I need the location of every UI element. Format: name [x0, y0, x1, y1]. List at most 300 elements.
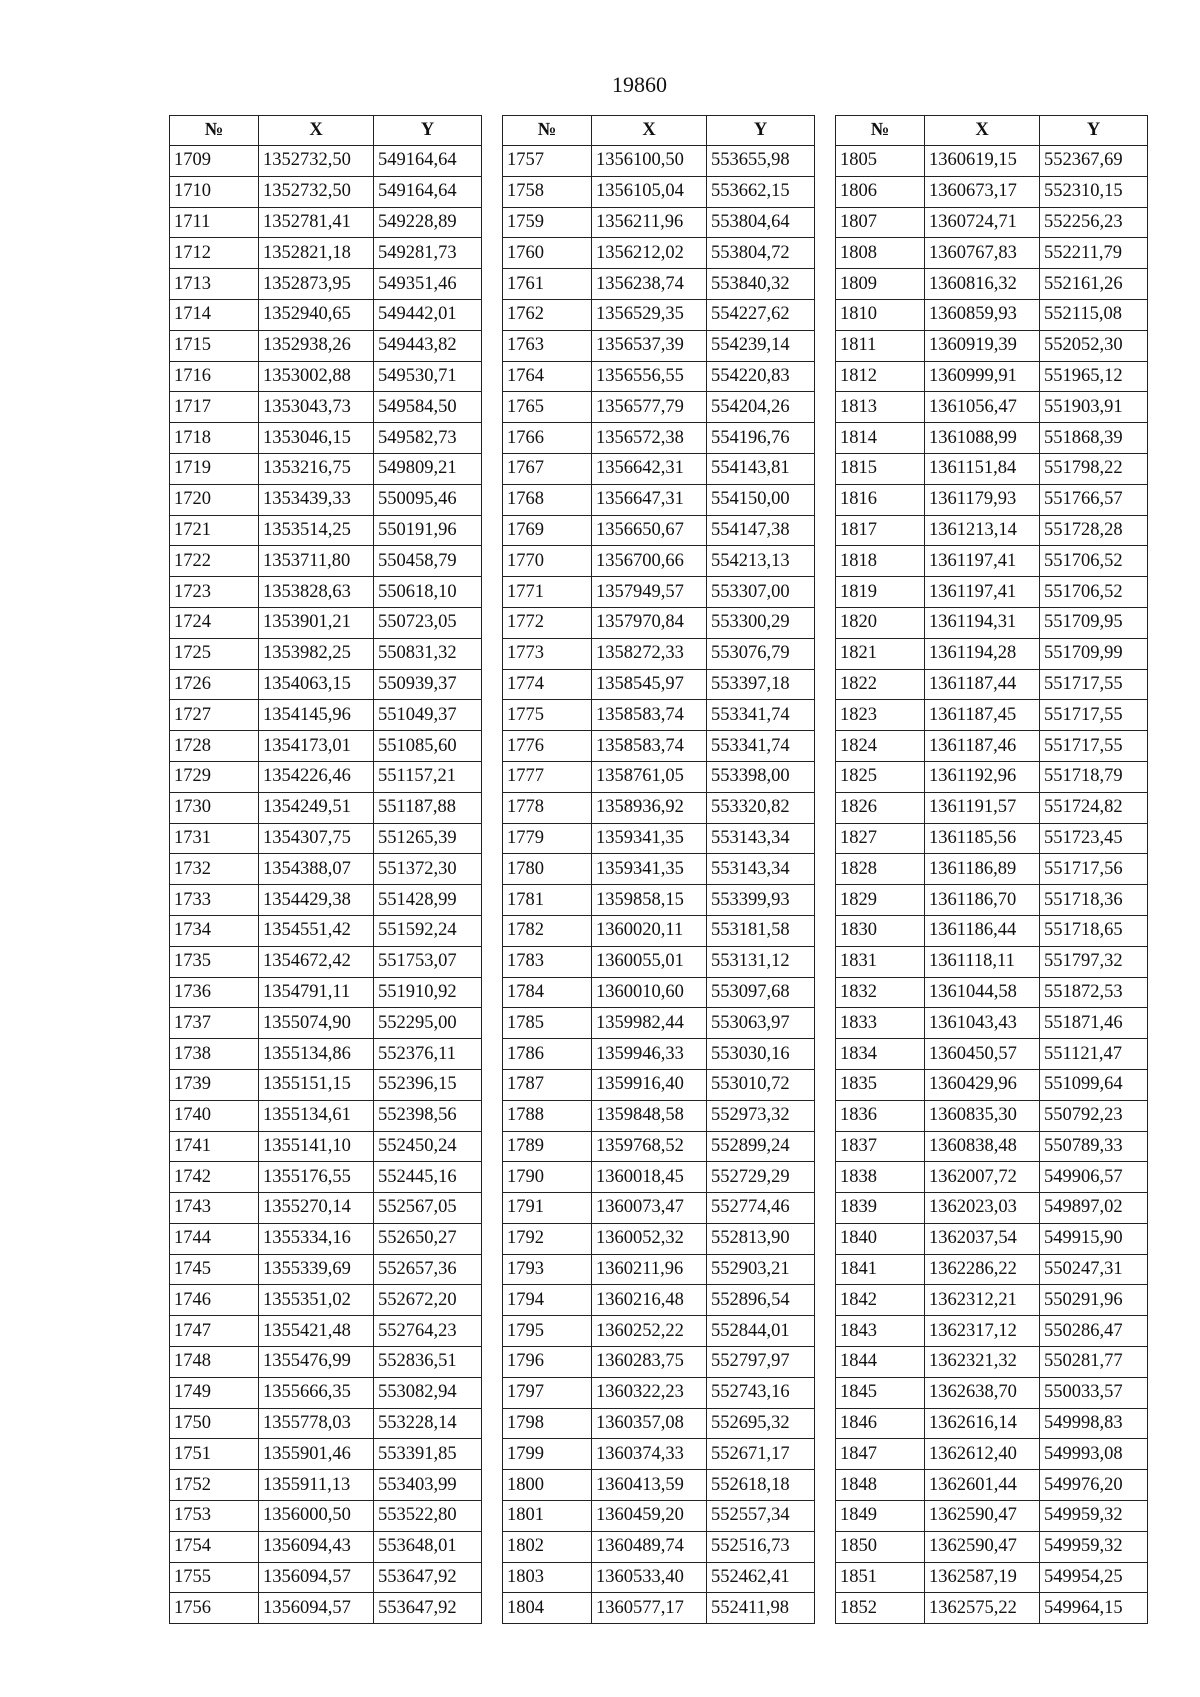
y-coordinate: 551157,21 — [374, 761, 482, 792]
x-coordinate: 1354063,15 — [259, 669, 374, 700]
point-number: 1754 — [170, 1531, 259, 1562]
y-coordinate: 550723,05 — [374, 607, 482, 638]
x-coordinate: 1362575,22 — [925, 1593, 1040, 1624]
table-row — [836, 607, 1148, 638]
x-coordinate: 1360767,83 — [925, 238, 1040, 269]
x-coordinate: 1360919,39 — [925, 330, 1040, 361]
x-coordinate: 1353046,15 — [259, 423, 374, 454]
table-row — [836, 915, 1148, 946]
table-row — [503, 792, 815, 823]
y-coordinate: 552899,24 — [707, 1131, 815, 1162]
y-coordinate: 549998,83 — [1040, 1408, 1148, 1439]
x-coordinate: 1356094,57 — [259, 1562, 374, 1593]
x-coordinate: 1356238,74 — [592, 269, 707, 300]
x-coordinate: 1354791,11 — [259, 977, 374, 1008]
y-coordinate: 549976,20 — [1040, 1470, 1148, 1501]
x-coordinate: 1356647,31 — [592, 484, 707, 515]
table-row — [503, 946, 815, 977]
y-coordinate: 549164,64 — [374, 146, 482, 177]
y-coordinate: 554213,13 — [707, 546, 815, 577]
point-number: 1737 — [170, 1008, 259, 1039]
x-coordinate: 1355334,16 — [259, 1223, 374, 1254]
table-row — [170, 977, 482, 1008]
x-coordinate: 1356642,31 — [592, 453, 707, 484]
table-row — [836, 146, 1148, 177]
point-number: 1729 — [170, 761, 259, 792]
y-coordinate: 549959,32 — [1040, 1531, 1148, 1562]
table-row — [836, 1470, 1148, 1501]
y-coordinate: 553648,01 — [374, 1531, 482, 1562]
table-row — [170, 515, 482, 546]
header-row — [170, 116, 482, 146]
point-number: 1788 — [503, 1100, 592, 1131]
point-number: 1748 — [170, 1347, 259, 1378]
table-row — [503, 1008, 815, 1039]
x-coordinate: 1360838,48 — [925, 1131, 1040, 1162]
table-row — [503, 1439, 815, 1470]
table-row — [170, 1593, 482, 1624]
table-row — [170, 1531, 482, 1562]
point-number: 1769 — [503, 515, 592, 546]
table-row — [170, 607, 482, 638]
table-row — [836, 423, 1148, 454]
y-coordinate: 549959,32 — [1040, 1501, 1148, 1532]
y-coordinate: 552398,56 — [374, 1100, 482, 1131]
table-row — [836, 361, 1148, 392]
point-number: 1833 — [836, 1008, 925, 1039]
table-row — [503, 823, 815, 854]
y-coordinate: 553341,74 — [707, 731, 815, 762]
x-coordinate: 1362616,14 — [925, 1408, 1040, 1439]
point-number: 1848 — [836, 1470, 925, 1501]
x-coordinate: 1362317,12 — [925, 1316, 1040, 1347]
y-coordinate: 552295,00 — [374, 1008, 482, 1039]
table-row — [170, 146, 482, 177]
y-coordinate: 549584,50 — [374, 392, 482, 423]
y-coordinate: 552516,73 — [707, 1531, 815, 1562]
y-coordinate: 549915,90 — [1040, 1223, 1148, 1254]
y-coordinate: 552764,23 — [374, 1316, 482, 1347]
y-coordinate: 551724,82 — [1040, 792, 1148, 823]
table-row — [503, 269, 815, 300]
table-row — [170, 915, 482, 946]
y-coordinate: 554239,14 — [707, 330, 815, 361]
x-coordinate: 1362638,70 — [925, 1377, 1040, 1408]
point-number: 1763 — [503, 330, 592, 361]
table-row — [836, 1439, 1148, 1470]
point-number: 1815 — [836, 453, 925, 484]
table-row — [503, 484, 815, 515]
x-coordinate: 1361179,93 — [925, 484, 1040, 515]
y-coordinate: 553030,16 — [707, 1039, 815, 1070]
y-coordinate: 553397,18 — [707, 669, 815, 700]
table-row — [503, 1470, 815, 1501]
y-coordinate: 550033,57 — [1040, 1377, 1148, 1408]
header-x: X — [592, 116, 707, 146]
table-row — [503, 977, 815, 1008]
point-number: 1736 — [170, 977, 259, 1008]
x-coordinate: 1353216,75 — [259, 453, 374, 484]
table-row — [836, 1131, 1148, 1162]
y-coordinate: 552797,97 — [707, 1347, 815, 1378]
table-row — [836, 638, 1148, 669]
y-coordinate: 551797,32 — [1040, 946, 1148, 977]
x-coordinate: 1356094,43 — [259, 1531, 374, 1562]
table-row — [170, 854, 482, 885]
table-row — [836, 977, 1148, 1008]
point-number: 1780 — [503, 854, 592, 885]
x-coordinate: 1355339,69 — [259, 1254, 374, 1285]
x-coordinate: 1360322,23 — [592, 1377, 707, 1408]
table-row — [503, 392, 815, 423]
x-coordinate: 1354173,01 — [259, 731, 374, 762]
point-number: 1786 — [503, 1039, 592, 1070]
table-row — [170, 269, 482, 300]
x-coordinate: 1354226,46 — [259, 761, 374, 792]
y-coordinate: 552310,15 — [1040, 176, 1148, 207]
point-number: 1761 — [503, 269, 592, 300]
table-row — [503, 238, 815, 269]
point-number: 1810 — [836, 299, 925, 330]
x-coordinate: 1362023,03 — [925, 1193, 1040, 1224]
point-number: 1770 — [503, 546, 592, 577]
table-row — [503, 1254, 815, 1285]
table-row — [836, 823, 1148, 854]
point-number: 1806 — [836, 176, 925, 207]
x-coordinate: 1356572,38 — [592, 423, 707, 454]
y-coordinate: 551910,92 — [374, 977, 482, 1008]
y-coordinate: 549164,64 — [374, 176, 482, 207]
point-number: 1726 — [170, 669, 259, 700]
table-row — [836, 577, 1148, 608]
table-row — [170, 792, 482, 823]
x-coordinate: 1361044,58 — [925, 977, 1040, 1008]
table-row — [836, 1254, 1148, 1285]
y-coordinate: 551717,56 — [1040, 854, 1148, 885]
y-coordinate: 554196,76 — [707, 423, 815, 454]
table-row — [170, 1008, 482, 1039]
x-coordinate: 1361187,44 — [925, 669, 1040, 700]
y-coordinate: 554220,83 — [707, 361, 815, 392]
table-row — [170, 207, 482, 238]
x-coordinate: 1355134,61 — [259, 1100, 374, 1131]
table-row — [503, 885, 815, 916]
x-coordinate: 1355351,02 — [259, 1285, 374, 1316]
x-coordinate: 1361194,28 — [925, 638, 1040, 669]
table-row — [836, 700, 1148, 731]
point-number: 1797 — [503, 1377, 592, 1408]
point-number: 1845 — [836, 1377, 925, 1408]
point-number: 1762 — [503, 299, 592, 330]
point-number: 1829 — [836, 885, 925, 916]
table-row — [503, 1100, 815, 1131]
x-coordinate: 1352940,65 — [259, 299, 374, 330]
x-coordinate: 1360374,33 — [592, 1439, 707, 1470]
y-coordinate: 553228,14 — [374, 1408, 482, 1439]
point-number: 1724 — [170, 607, 259, 638]
x-coordinate: 1361187,46 — [925, 731, 1040, 762]
x-coordinate: 1356537,39 — [592, 330, 707, 361]
table-row — [170, 577, 482, 608]
x-coordinate: 1360055,01 — [592, 946, 707, 977]
y-coordinate: 551592,24 — [374, 915, 482, 946]
y-coordinate: 553399,93 — [707, 885, 815, 916]
x-coordinate: 1359848,58 — [592, 1100, 707, 1131]
x-coordinate: 1361186,70 — [925, 885, 1040, 916]
x-coordinate: 1361056,47 — [925, 392, 1040, 423]
y-coordinate: 552052,30 — [1040, 330, 1148, 361]
y-coordinate: 552774,46 — [707, 1193, 815, 1224]
point-number: 1740 — [170, 1100, 259, 1131]
x-coordinate: 1360619,15 — [925, 146, 1040, 177]
x-coordinate: 1360283,75 — [592, 1347, 707, 1378]
x-coordinate: 1359946,33 — [592, 1039, 707, 1070]
x-coordinate: 1361192,96 — [925, 761, 1040, 792]
x-coordinate: 1353514,25 — [259, 515, 374, 546]
x-coordinate: 1356212,02 — [592, 238, 707, 269]
point-number: 1849 — [836, 1501, 925, 1532]
table-row — [836, 176, 1148, 207]
point-number: 1835 — [836, 1069, 925, 1100]
point-number: 1758 — [503, 176, 592, 207]
y-coordinate: 551717,55 — [1040, 731, 1148, 762]
y-coordinate: 550789,33 — [1040, 1131, 1148, 1162]
x-coordinate: 1358761,05 — [592, 761, 707, 792]
table-row — [170, 638, 482, 669]
table-row — [170, 1100, 482, 1131]
point-number: 1847 — [836, 1439, 925, 1470]
table-row — [170, 361, 482, 392]
table-row — [836, 1408, 1148, 1439]
x-coordinate: 1361187,45 — [925, 700, 1040, 731]
y-coordinate: 550247,31 — [1040, 1254, 1148, 1285]
y-coordinate: 552462,41 — [707, 1562, 815, 1593]
x-coordinate: 1359916,40 — [592, 1069, 707, 1100]
x-coordinate: 1362286,22 — [925, 1254, 1040, 1285]
y-coordinate: 549442,01 — [374, 299, 482, 330]
x-coordinate: 1354672,42 — [259, 946, 374, 977]
y-coordinate: 553307,00 — [707, 577, 815, 608]
point-number: 1739 — [170, 1069, 259, 1100]
table-row — [503, 1593, 815, 1624]
y-coordinate: 553010,72 — [707, 1069, 815, 1100]
table-row — [836, 453, 1148, 484]
y-coordinate: 550291,96 — [1040, 1285, 1148, 1316]
page-number: 19860 — [612, 72, 667, 97]
point-number: 1732 — [170, 854, 259, 885]
y-coordinate: 549964,15 — [1040, 1593, 1148, 1624]
y-coordinate: 551372,30 — [374, 854, 482, 885]
y-coordinate: 553403,99 — [374, 1470, 482, 1501]
y-coordinate: 552896,54 — [707, 1285, 815, 1316]
table-row — [836, 1193, 1148, 1224]
point-number: 1772 — [503, 607, 592, 638]
point-number: 1751 — [170, 1439, 259, 1470]
table-row — [836, 269, 1148, 300]
x-coordinate: 1361088,99 — [925, 423, 1040, 454]
point-number: 1850 — [836, 1531, 925, 1562]
table-row — [503, 1069, 815, 1100]
y-coordinate: 550792,23 — [1040, 1100, 1148, 1131]
y-coordinate: 553662,15 — [707, 176, 815, 207]
y-coordinate: 553143,34 — [707, 823, 815, 854]
y-coordinate: 549906,57 — [1040, 1162, 1148, 1193]
point-number: 1782 — [503, 915, 592, 946]
point-number: 1801 — [503, 1501, 592, 1532]
x-coordinate: 1360073,47 — [592, 1193, 707, 1224]
point-number: 1823 — [836, 700, 925, 731]
table-row — [503, 423, 815, 454]
table-row — [503, 638, 815, 669]
point-number: 1813 — [836, 392, 925, 423]
x-coordinate: 1360816,32 — [925, 269, 1040, 300]
table-row — [170, 453, 482, 484]
point-number: 1799 — [503, 1439, 592, 1470]
y-coordinate: 554227,62 — [707, 299, 815, 330]
x-coordinate: 1360018,45 — [592, 1162, 707, 1193]
table-row — [503, 1039, 815, 1070]
y-coordinate: 549228,89 — [374, 207, 482, 238]
table-row — [170, 176, 482, 207]
table-row — [503, 146, 815, 177]
table-row — [170, 1193, 482, 1224]
y-coordinate: 553097,68 — [707, 977, 815, 1008]
table-row — [503, 1377, 815, 1408]
point-number: 1719 — [170, 453, 259, 484]
point-number: 1752 — [170, 1470, 259, 1501]
table-row — [836, 731, 1148, 762]
table-row — [503, 546, 815, 577]
y-coordinate: 552376,11 — [374, 1039, 482, 1070]
x-coordinate: 1352873,95 — [259, 269, 374, 300]
table-row — [170, 1347, 482, 1378]
table-row — [836, 885, 1148, 916]
x-coordinate: 1361043,43 — [925, 1008, 1040, 1039]
point-number: 1832 — [836, 977, 925, 1008]
y-coordinate: 552743,16 — [707, 1377, 815, 1408]
x-coordinate: 1360413,59 — [592, 1470, 707, 1501]
point-number: 1794 — [503, 1285, 592, 1316]
y-coordinate: 552695,32 — [707, 1408, 815, 1439]
table-row — [170, 700, 482, 731]
x-coordinate: 1361185,56 — [925, 823, 1040, 854]
table-row — [836, 946, 1148, 977]
x-coordinate: 1361197,41 — [925, 546, 1040, 577]
y-coordinate: 553398,00 — [707, 761, 815, 792]
y-coordinate: 552729,29 — [707, 1162, 815, 1193]
point-number: 1728 — [170, 731, 259, 762]
header-row — [503, 116, 815, 146]
y-coordinate: 552161,26 — [1040, 269, 1148, 300]
x-coordinate: 1355911,13 — [259, 1470, 374, 1501]
y-coordinate: 549351,46 — [374, 269, 482, 300]
x-coordinate: 1353043,73 — [259, 392, 374, 423]
table-row — [503, 761, 815, 792]
point-number: 1812 — [836, 361, 925, 392]
point-number: 1803 — [503, 1562, 592, 1593]
x-coordinate: 1360999,91 — [925, 361, 1040, 392]
point-number: 1760 — [503, 238, 592, 269]
x-coordinate: 1362007,72 — [925, 1162, 1040, 1193]
point-number: 1814 — [836, 423, 925, 454]
x-coordinate: 1360211,96 — [592, 1254, 707, 1285]
x-coordinate: 1354429,38 — [259, 885, 374, 916]
point-number: 1785 — [503, 1008, 592, 1039]
x-coordinate: 1359768,52 — [592, 1131, 707, 1162]
y-coordinate: 553647,92 — [374, 1593, 482, 1624]
table-row — [836, 1531, 1148, 1562]
table-row — [170, 1285, 482, 1316]
y-coordinate: 553300,29 — [707, 607, 815, 638]
point-number: 1774 — [503, 669, 592, 700]
x-coordinate: 1352781,41 — [259, 207, 374, 238]
y-coordinate: 550831,32 — [374, 638, 482, 669]
x-coordinate: 1361186,44 — [925, 915, 1040, 946]
y-coordinate: 551903,91 — [1040, 392, 1148, 423]
point-number: 1834 — [836, 1039, 925, 1070]
y-coordinate: 553181,58 — [707, 915, 815, 946]
x-coordinate: 1359982,44 — [592, 1008, 707, 1039]
table-row — [503, 299, 815, 330]
point-number: 1757 — [503, 146, 592, 177]
table-row — [503, 1316, 815, 1347]
table-row — [503, 700, 815, 731]
x-coordinate: 1360010,60 — [592, 977, 707, 1008]
table-row — [836, 1562, 1148, 1593]
table-row — [836, 546, 1148, 577]
y-coordinate: 554204,26 — [707, 392, 815, 423]
x-coordinate: 1360252,22 — [592, 1316, 707, 1347]
point-number: 1852 — [836, 1593, 925, 1624]
table-row — [503, 1531, 815, 1562]
header-number: № — [170, 116, 259, 146]
point-number: 1721 — [170, 515, 259, 546]
point-number: 1839 — [836, 1193, 925, 1224]
x-coordinate: 1360673,17 — [925, 176, 1040, 207]
y-coordinate: 551717,55 — [1040, 669, 1148, 700]
header-y: Y — [1040, 116, 1148, 146]
table-row — [170, 1162, 482, 1193]
table-row — [170, 392, 482, 423]
table-row — [170, 669, 482, 700]
point-number: 1741 — [170, 1131, 259, 1162]
point-number: 1798 — [503, 1408, 592, 1439]
point-number: 1789 — [503, 1131, 592, 1162]
point-number: 1830 — [836, 915, 925, 946]
table-row — [503, 1285, 815, 1316]
table-row — [503, 915, 815, 946]
point-number: 1778 — [503, 792, 592, 823]
x-coordinate: 1356105,04 — [592, 176, 707, 207]
point-number: 1784 — [503, 977, 592, 1008]
y-coordinate: 549582,73 — [374, 423, 482, 454]
y-coordinate: 550286,47 — [1040, 1316, 1148, 1347]
x-coordinate: 1360459,20 — [592, 1501, 707, 1532]
point-number: 1718 — [170, 423, 259, 454]
x-coordinate: 1362601,44 — [925, 1470, 1040, 1501]
header-x: X — [259, 116, 374, 146]
x-coordinate: 1358936,92 — [592, 792, 707, 823]
point-number: 1743 — [170, 1193, 259, 1224]
x-coordinate: 1354249,51 — [259, 792, 374, 823]
y-coordinate: 551049,37 — [374, 700, 482, 731]
table-row — [836, 238, 1148, 269]
point-number: 1809 — [836, 269, 925, 300]
y-coordinate: 551753,07 — [374, 946, 482, 977]
table-row — [170, 238, 482, 269]
y-coordinate: 553804,64 — [707, 207, 815, 238]
y-coordinate: 553804,72 — [707, 238, 815, 269]
